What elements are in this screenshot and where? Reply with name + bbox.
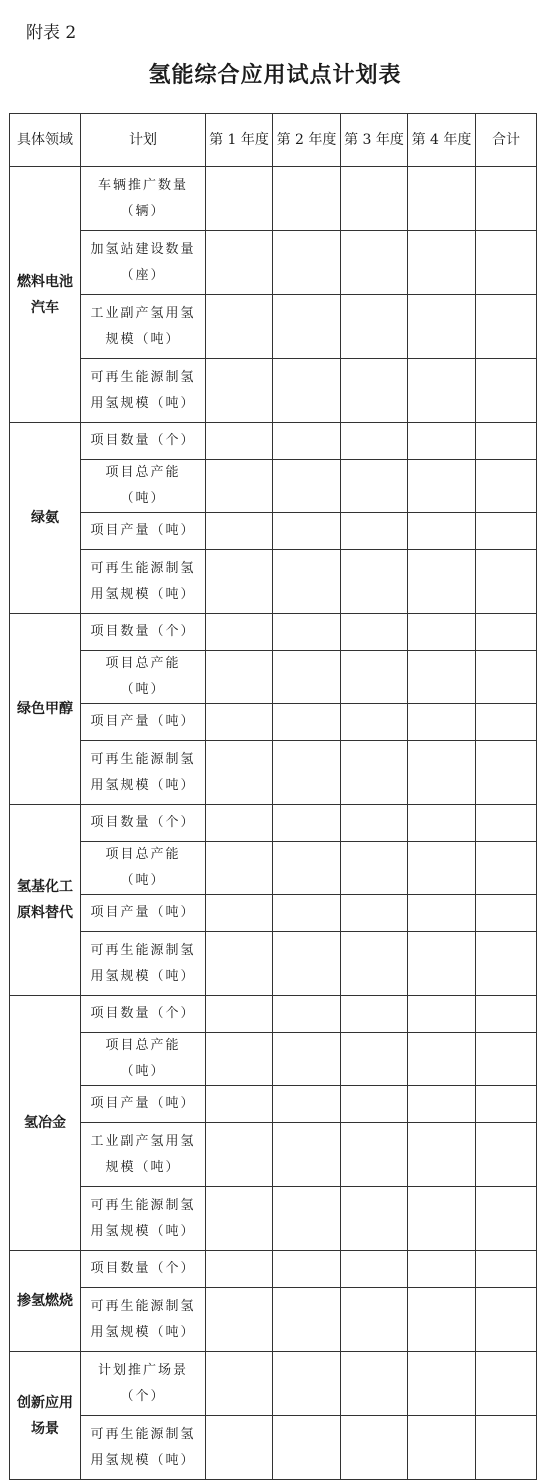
value-cell[interactable] xyxy=(408,1123,476,1187)
value-cell[interactable] xyxy=(206,932,273,996)
value-cell[interactable] xyxy=(476,359,537,423)
plan-label: 项目总产能（吨） xyxy=(105,847,181,888)
value-cell[interactable] xyxy=(408,1416,476,1480)
value-cell[interactable] xyxy=(476,651,537,704)
value-cell[interactable] xyxy=(273,1123,341,1187)
value-cell[interactable] xyxy=(408,1187,476,1251)
table-row xyxy=(10,550,537,614)
plan-label: 可再生能源制氢用氢规模（吨） xyxy=(90,1426,196,1468)
plan-cell xyxy=(81,895,206,932)
plan-label: 可再生能源制氢用氢规模（吨） xyxy=(90,1197,196,1239)
field-label: 绿氨 xyxy=(31,510,59,526)
plan-cell xyxy=(81,460,206,513)
table-row xyxy=(10,704,537,741)
plan-cell xyxy=(81,295,206,359)
value-cell[interactable] xyxy=(206,1352,273,1416)
plan-label: 车辆推广数量（辆） xyxy=(97,177,188,219)
value-cell[interactable] xyxy=(408,1251,476,1288)
value-cell[interactable] xyxy=(341,231,408,295)
value-cell[interactable] xyxy=(341,1288,408,1352)
value-cell[interactable] xyxy=(206,550,273,614)
value-cell[interactable] xyxy=(476,1416,537,1480)
value-cell[interactable] xyxy=(206,423,273,460)
plan-label: 项目总产能（吨） xyxy=(105,1038,181,1079)
value-cell[interactable] xyxy=(273,1086,341,1123)
plan-cell xyxy=(81,231,206,295)
value-cell[interactable] xyxy=(476,550,537,614)
document-title: 氢能综合应用试点计划表 xyxy=(148,62,402,88)
header-cell: 具体领域 xyxy=(10,114,81,167)
field-cell xyxy=(10,614,81,805)
value-cell[interactable] xyxy=(476,167,537,231)
value-cell[interactable] xyxy=(341,423,408,460)
value-cell[interactable] xyxy=(273,614,341,651)
plan-cell xyxy=(81,842,206,895)
plan-cell xyxy=(81,1288,206,1352)
plan-label: 项目总产能（吨） xyxy=(105,465,181,506)
value-cell[interactable] xyxy=(206,805,273,842)
table-row xyxy=(10,614,537,651)
value-cell[interactable] xyxy=(273,359,341,423)
value-cell[interactable] xyxy=(273,704,341,741)
header-row xyxy=(10,114,537,167)
value-cell[interactable] xyxy=(476,1123,537,1187)
value-cell[interactable] xyxy=(273,1033,341,1086)
value-cell[interactable] xyxy=(476,423,537,460)
value-cell[interactable] xyxy=(408,423,476,460)
value-cell[interactable] xyxy=(273,460,341,513)
value-cell[interactable] xyxy=(408,513,476,550)
value-cell[interactable] xyxy=(476,996,537,1033)
field-label: 氢冶金 xyxy=(24,1115,66,1131)
field-label: 掺氢燃烧 xyxy=(17,1293,73,1309)
plan-cell xyxy=(81,932,206,996)
value-cell[interactable] xyxy=(341,513,408,550)
value-cell[interactable] xyxy=(206,741,273,805)
value-cell[interactable] xyxy=(341,996,408,1033)
value-cell[interactable] xyxy=(206,842,273,895)
plan-cell xyxy=(81,996,206,1033)
value-cell[interactable] xyxy=(408,1086,476,1123)
table-row xyxy=(10,1416,537,1480)
field-label: 氢基化工原料替代 xyxy=(17,879,73,921)
table-row xyxy=(10,295,537,359)
value-cell[interactable] xyxy=(341,651,408,704)
plan-cell xyxy=(81,614,206,651)
value-cell[interactable] xyxy=(476,842,537,895)
value-cell[interactable] xyxy=(273,423,341,460)
plan-cell xyxy=(81,1123,206,1187)
value-cell[interactable] xyxy=(476,895,537,932)
value-cell[interactable] xyxy=(476,704,537,741)
value-cell[interactable] xyxy=(206,359,273,423)
value-cell[interactable] xyxy=(273,932,341,996)
value-cell[interactable] xyxy=(206,1086,273,1123)
value-cell[interactable] xyxy=(476,295,537,359)
value-cell[interactable] xyxy=(476,932,537,996)
field-cell xyxy=(10,423,81,614)
field-cell xyxy=(10,1352,81,1480)
value-cell[interactable] xyxy=(206,1033,273,1086)
table-row xyxy=(10,359,537,423)
header-cell: 第 2 年度 xyxy=(273,114,341,167)
value-cell[interactable] xyxy=(206,231,273,295)
value-cell[interactable] xyxy=(476,460,537,513)
value-cell[interactable] xyxy=(273,1251,341,1288)
plan-cell xyxy=(81,550,206,614)
value-cell[interactable] xyxy=(273,1352,341,1416)
value-cell[interactable] xyxy=(408,704,476,741)
value-cell[interactable] xyxy=(206,1251,273,1288)
value-cell[interactable] xyxy=(206,704,273,741)
value-cell[interactable] xyxy=(408,895,476,932)
value-cell[interactable] xyxy=(408,996,476,1033)
value-cell[interactable] xyxy=(341,842,408,895)
field-cell xyxy=(10,805,81,996)
plan-cell xyxy=(81,704,206,741)
table-row xyxy=(10,1086,537,1123)
value-cell[interactable] xyxy=(273,1416,341,1480)
table-row xyxy=(10,231,537,295)
plan-cell xyxy=(81,651,206,704)
table-row xyxy=(10,741,537,805)
table-row xyxy=(10,1251,537,1288)
field-cell xyxy=(10,996,81,1251)
value-cell[interactable] xyxy=(273,741,341,805)
field-cell xyxy=(10,1251,81,1352)
value-cell[interactable] xyxy=(206,295,273,359)
value-cell[interactable] xyxy=(273,1187,341,1251)
value-cell[interactable] xyxy=(273,996,341,1033)
plan-cell xyxy=(81,1251,206,1288)
plan-label: 工业副产氢用氢规模（吨） xyxy=(90,305,196,347)
header-cell: 第 3 年度 xyxy=(341,114,408,167)
table-row xyxy=(10,423,537,460)
table-row xyxy=(10,895,537,932)
value-cell[interactable] xyxy=(341,741,408,805)
plan-label: 计划推广场景（个） xyxy=(97,1362,188,1404)
value-cell[interactable] xyxy=(273,895,341,932)
value-cell[interactable] xyxy=(408,231,476,295)
value-cell[interactable] xyxy=(341,295,408,359)
header-cell: 第 4 年度 xyxy=(408,114,476,167)
plan-label: 可再生能源制氢用氢规模（吨） xyxy=(90,751,196,793)
table-row xyxy=(10,167,537,231)
plan-cell xyxy=(81,167,206,231)
value-cell[interactable] xyxy=(206,614,273,651)
plan-label: 项目产量（吨） xyxy=(90,905,196,920)
table-row xyxy=(10,805,537,842)
value-cell[interactable] xyxy=(341,359,408,423)
value-cell[interactable] xyxy=(206,1288,273,1352)
table-row xyxy=(10,651,537,704)
plan-label: 可再生能源制氢用氢规模（吨） xyxy=(90,369,196,411)
field-cell xyxy=(10,167,81,423)
value-cell[interactable] xyxy=(341,1123,408,1187)
value-cell[interactable] xyxy=(408,932,476,996)
table-row xyxy=(10,460,537,513)
value-cell[interactable] xyxy=(476,805,537,842)
plan-label: 项目数量（个） xyxy=(90,815,196,830)
value-cell[interactable] xyxy=(273,231,341,295)
plan-label: 工业副产氢用氢规模（吨） xyxy=(90,1133,196,1175)
value-cell[interactable] xyxy=(476,513,537,550)
value-cell[interactable] xyxy=(273,805,341,842)
plan-label: 加氢站建设数量（座） xyxy=(90,241,196,283)
plan-label: 项目产量（吨） xyxy=(90,1096,196,1111)
value-cell[interactable] xyxy=(476,1187,537,1251)
table-row xyxy=(10,1187,537,1251)
value-cell[interactable] xyxy=(273,513,341,550)
value-cell[interactable] xyxy=(408,460,476,513)
value-cell[interactable] xyxy=(476,1033,537,1086)
value-cell[interactable] xyxy=(341,704,408,741)
plan-cell xyxy=(81,1086,206,1123)
value-cell[interactable] xyxy=(341,932,408,996)
value-cell[interactable] xyxy=(408,1288,476,1352)
plan-label: 项目数量（个） xyxy=(90,1261,196,1276)
table-body xyxy=(10,167,537,1480)
value-cell[interactable] xyxy=(341,167,408,231)
table-row xyxy=(10,842,537,895)
plan-cell xyxy=(81,741,206,805)
plan-cell xyxy=(81,359,206,423)
value-cell[interactable] xyxy=(408,1352,476,1416)
table-row xyxy=(10,996,537,1033)
value-cell[interactable] xyxy=(206,1416,273,1480)
plan-table xyxy=(9,113,537,1480)
value-cell[interactable] xyxy=(476,1288,537,1352)
value-cell[interactable] xyxy=(341,1416,408,1480)
plan-label: 项目产量（吨） xyxy=(90,523,196,538)
value-cell[interactable] xyxy=(341,1033,408,1086)
value-cell[interactable] xyxy=(341,1086,408,1123)
appendix-label: 附表 2 xyxy=(26,23,77,43)
value-cell[interactable] xyxy=(408,550,476,614)
value-cell[interactable] xyxy=(408,842,476,895)
value-cell[interactable] xyxy=(206,1187,273,1251)
table-row xyxy=(10,1123,537,1187)
value-cell[interactable] xyxy=(408,295,476,359)
plan-cell xyxy=(81,1033,206,1086)
plan-label: 可再生能源制氢用氢规模（吨） xyxy=(90,942,196,984)
table-row xyxy=(10,1288,537,1352)
header-cell: 计划 xyxy=(81,114,206,167)
value-cell[interactable] xyxy=(273,167,341,231)
value-cell[interactable] xyxy=(476,1251,537,1288)
plan-label: 项目总产能（吨） xyxy=(105,656,181,697)
plan-label: 项目数量（个） xyxy=(90,433,196,448)
value-cell[interactable] xyxy=(341,1187,408,1251)
plan-cell xyxy=(81,513,206,550)
table-row xyxy=(10,513,537,550)
value-cell[interactable] xyxy=(341,805,408,842)
value-cell[interactable] xyxy=(341,614,408,651)
field-label: 绿色甲醇 xyxy=(17,701,73,717)
plan-label: 项目数量（个） xyxy=(90,1006,196,1021)
value-cell[interactable] xyxy=(408,1033,476,1086)
value-cell[interactable] xyxy=(341,895,408,932)
value-cell[interactable] xyxy=(206,895,273,932)
value-cell[interactable] xyxy=(273,1288,341,1352)
value-cell[interactable] xyxy=(206,1123,273,1187)
value-cell[interactable] xyxy=(408,805,476,842)
header-cell: 第 1 年度 xyxy=(206,114,273,167)
plan-cell xyxy=(81,1416,206,1480)
plan-label: 可再生能源制氢用氢规模（吨） xyxy=(90,1298,196,1340)
value-cell[interactable] xyxy=(341,1251,408,1288)
header-cell: 合计 xyxy=(476,114,537,167)
plan-cell xyxy=(81,805,206,842)
plan-cell xyxy=(81,1187,206,1251)
value-cell[interactable] xyxy=(408,741,476,805)
table-row xyxy=(10,1033,537,1086)
table-row xyxy=(10,932,537,996)
value-cell[interactable] xyxy=(408,614,476,651)
value-cell[interactable] xyxy=(206,167,273,231)
plan-label: 项目数量（个） xyxy=(90,624,196,639)
value-cell[interactable] xyxy=(206,513,273,550)
field-label: 燃料电池汽车 xyxy=(17,273,73,316)
value-cell[interactable] xyxy=(341,460,408,513)
plan-label: 项目产量（吨） xyxy=(90,714,196,729)
value-cell[interactable] xyxy=(341,1352,408,1416)
value-cell[interactable] xyxy=(273,842,341,895)
plan-cell xyxy=(81,423,206,460)
value-cell[interactable] xyxy=(476,1352,537,1416)
field-label: 创新应用场景 xyxy=(17,1394,73,1437)
value-cell[interactable] xyxy=(476,741,537,805)
plan-cell xyxy=(81,1352,206,1416)
value-cell[interactable] xyxy=(273,550,341,614)
value-cell[interactable] xyxy=(476,231,537,295)
value-cell[interactable] xyxy=(408,167,476,231)
value-cell[interactable] xyxy=(341,550,408,614)
value-cell[interactable] xyxy=(273,651,341,704)
value-cell[interactable] xyxy=(476,614,537,651)
value-cell[interactable] xyxy=(408,359,476,423)
value-cell[interactable] xyxy=(206,460,273,513)
value-cell[interactable] xyxy=(408,651,476,704)
value-cell[interactable] xyxy=(206,651,273,704)
value-cell[interactable] xyxy=(476,1086,537,1123)
value-cell[interactable] xyxy=(273,295,341,359)
value-cell[interactable] xyxy=(206,996,273,1033)
table-row xyxy=(10,1352,537,1416)
plan-label: 可再生能源制氢用氢规模（吨） xyxy=(90,560,196,602)
